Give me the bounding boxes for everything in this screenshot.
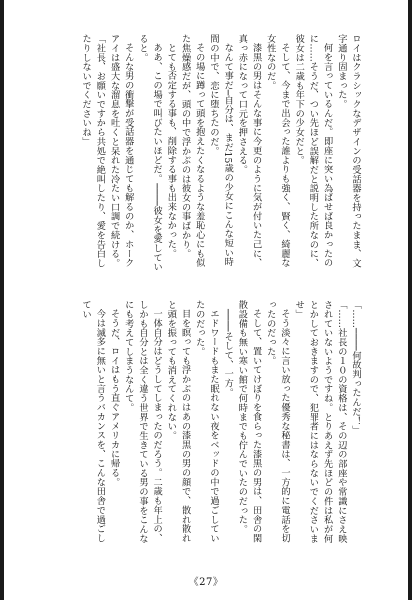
paragraph: 「社長、お願いですから共処で絶叫したり、愛を告白したりしないでくださいね」 — [80, 34, 106, 268]
paragraph: エドワードもまた眠れない夜をベッドの中で過ごしていたのだった。 — [193, 300, 219, 543]
paragraph: 一体自分はどうしてしまったのだろう。二歳も年上の、しかも自分とは全く違う世界で生きている男の事をこんなにも考えてしまうなんて。 — [122, 300, 163, 544]
page-number: 《27》 — [188, 577, 224, 588]
paragraph: そんな男の衝撃が受話器を通じても解るのか、ホークアイは盛大な溜息を吐くと呆れた冷たい口調で続ける。 — [108, 34, 134, 268]
paragraph: 「……社長の１０の資格は、その辺の部座や常識にさえ映されていないようですね。とりあえず先ほどの件は私が何とかしておきますので、犯罪者にはならないでくださいませ」 — [293, 300, 347, 544]
paragraph: 今は滅多に無いと言うバカンスを、こんな田舎で過ごしてい — [80, 300, 106, 543]
paragraph: 「……────何故判ったんだ！」 — [350, 300, 361, 435]
paragraph: とても否定する事も、削除する事も出来なかった。 — [165, 43, 177, 259]
paragraph: そして、置いてけぼりを食らった漆黒の男は、田舎の閑散設備も無い寒い館で何時までも佇んでいたのだった。 — [236, 300, 262, 543]
paragraph: そうだ、ロイはもう直ぐアメリカに帰る。 — [108, 309, 120, 487]
paragraph: なんて事だ─自分は、まだ15歳の少女にこんな短い時間の中で、恋に堕ちたのだ。 — [207, 34, 234, 267]
paragraph: 何を言っているんだ。即座に突い為ばせば良かったのに……そうだ、つい先ほど誤解だと説明した所なのに、彼女は二歳も年下の少女だと。 — [293, 34, 333, 268]
text-block-top — [44, 34, 362, 272]
paragraph: 目を瞑っても浮かぶのはあの漆黒の男の顔で、散れ散れと頭を振っても消えてくれない。 — [165, 300, 191, 543]
paragraph: 漆黒の男はそんな事に今更のように気が付いた己に、真っ赤になって口元を押さえる。 — [236, 34, 262, 268]
paragraph: ああ、この場で叫びたいほどだ。────彼女を愛していると。 — [136, 34, 163, 272]
paragraph: その場に蹲って頭を抱えたくなるような羞恥心にも似た焦燥感だが、頭の中で浮かぶのは彼女の事ばかり。 — [179, 34, 205, 268]
paragraph: そう淡々に言い放った優秀な秘書は、一方的に電話を切ったのだった。 — [264, 300, 290, 543]
paragraph: ロイはクラシックなデザインの受話器を持ったまま、文字通り固まった。 — [335, 34, 361, 268]
text-block-bottom — [44, 300, 362, 544]
paragraph: そして、今まで出会った誰よりも強く、賢く、綺麗な女性なのだ。 — [264, 34, 290, 268]
paragraph: ────そして、一方。 — [222, 309, 234, 398]
